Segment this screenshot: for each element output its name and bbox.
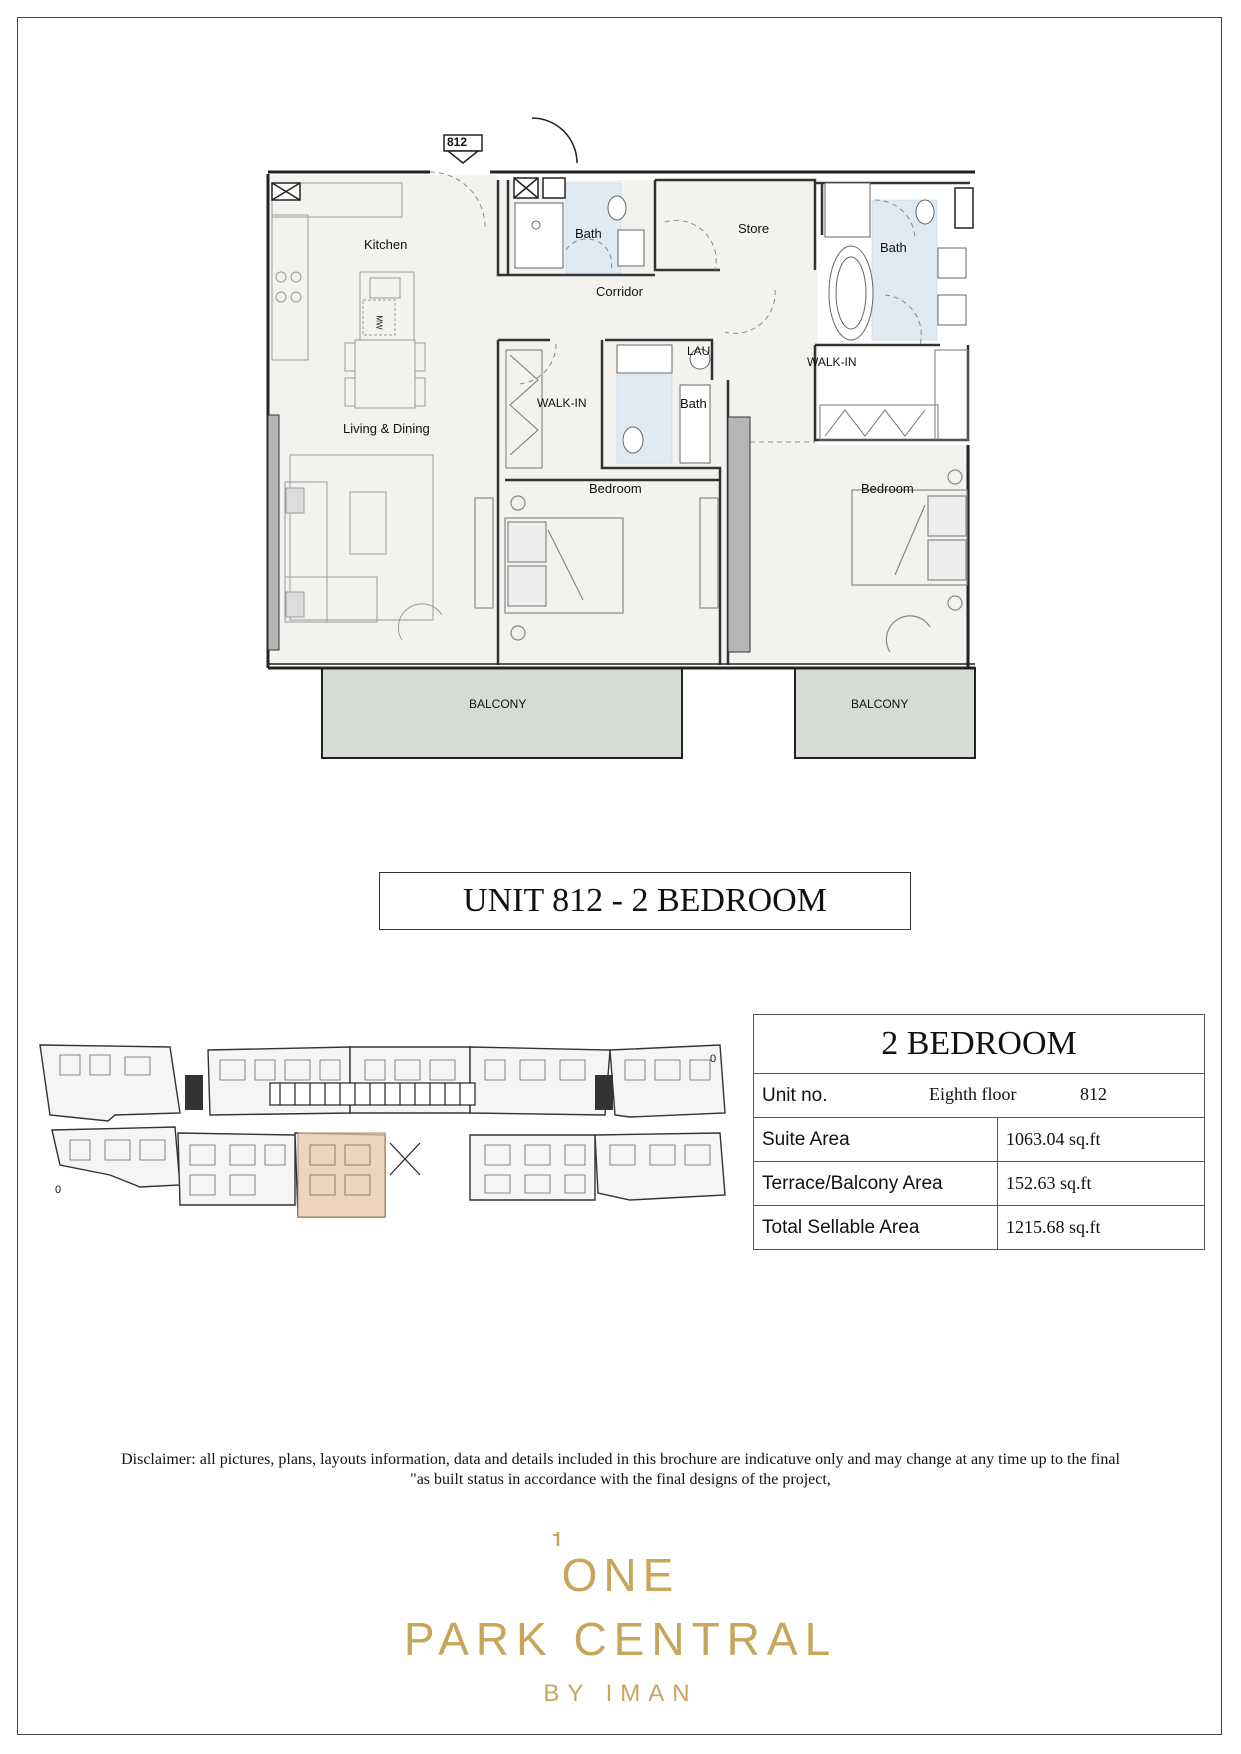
room-label-bath-right: Bath [880, 240, 907, 255]
disclaimer-line-2: "as built status in accordance with the final designs of the project, [410, 1471, 831, 1488]
room-label-mw: MW [374, 315, 384, 330]
logo-line-2: PARK CENTRAL [403, 1613, 838, 1665]
keyplan-mark-left: 0 [55, 1184, 62, 1196]
spec-row-label: Terrace/Balcony Area [754, 1162, 998, 1206]
spec-row [754, 1206, 1205, 1250]
spec-row-value: 1063.04 sq.ft [998, 1118, 1205, 1162]
floor-plan [0, 0, 1241, 780]
spec-unit-row [754, 1074, 1205, 1118]
room-label-balcony-right: BALCONY [851, 697, 909, 711]
room-label-bedroom-right: Bedroom [861, 481, 914, 496]
spec-row [754, 1162, 1205, 1206]
spec-floor: Eighth floor [929, 1084, 1017, 1104]
spec-heading: 2 BEDROOM [754, 1015, 1205, 1074]
room-label-corridor: Corridor [596, 284, 643, 299]
room-label-walkin-right: WALK-IN [807, 355, 857, 369]
unit-tag-label: 812 [447, 135, 468, 149]
spec-unit-label: Unit no. [762, 1084, 828, 1106]
spec-table [753, 1014, 1205, 1250]
disclaimer-line-1: Disclaimer: all pictures, plans, layouts information, data and details included in this brochure are indicatuve only and may change at any time up to the final [121, 1451, 1120, 1468]
unit-title: UNIT 812 - 2 BEDROOM [379, 872, 911, 930]
logo-line-1: ONE [561, 1549, 680, 1601]
room-label-lau: LAU. [687, 344, 714, 358]
room-label-balcony-left: BALCONY [469, 697, 527, 711]
room-label-store: Store [738, 221, 770, 236]
balcony-right [795, 668, 975, 758]
spec-row [754, 1118, 1205, 1162]
room-label-kitchen: Kitchen [364, 237, 408, 252]
spec-unit-no: 812 [1080, 1084, 1107, 1104]
room-label-bath-top: Bath [575, 226, 602, 241]
spec-row-label: Suite Area [754, 1118, 998, 1162]
balcony-left [322, 668, 682, 758]
disclaimer [50, 1450, 1191, 1490]
room-label-bedroom-left: Bedroom [589, 481, 642, 496]
spec-row-value: 152.63 sq.ft [998, 1162, 1205, 1206]
spec-unit-cell [754, 1074, 1205, 1118]
room-label-living: Living & Dining [343, 421, 430, 436]
key-plan [30, 1035, 730, 1225]
spec-heading-row [754, 1015, 1205, 1074]
spec-row-label: Total Sellable Area [754, 1206, 998, 1250]
keyplan-mark-right: 0 [710, 1053, 717, 1065]
spec-row-value: 1215.68 sq.ft [998, 1206, 1205, 1250]
logo-line-3: BY IMAN [543, 1680, 698, 1707]
room-label-bath-mid: Bath [680, 396, 707, 411]
room-label-walkin-left: WALK-IN [537, 396, 587, 410]
